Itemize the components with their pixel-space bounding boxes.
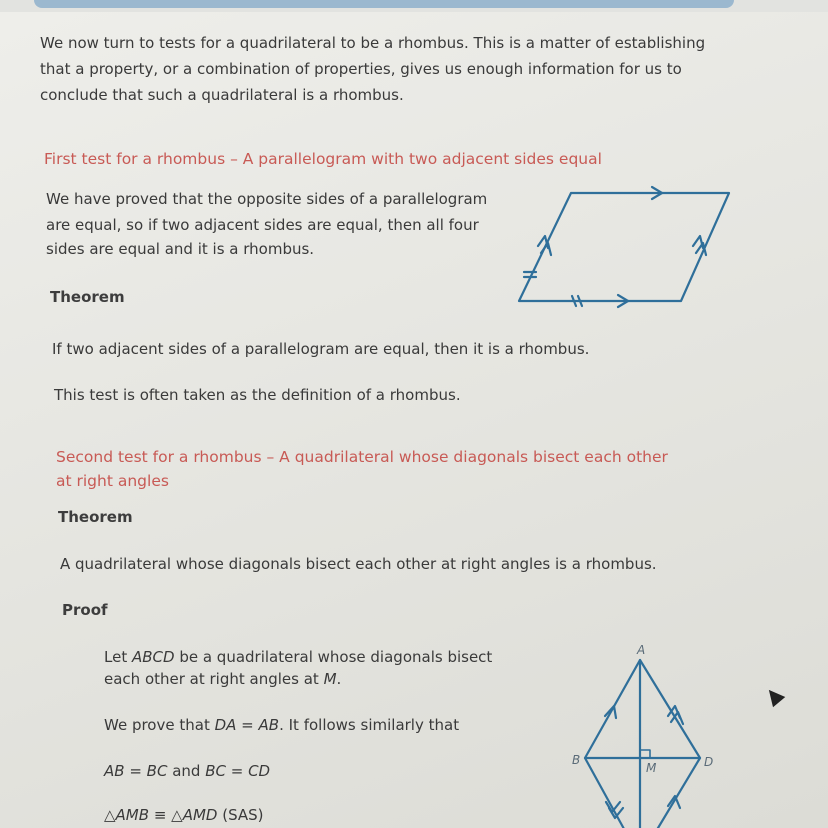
- proof-line-3: We prove that DA = AB. It follows similarly that: [104, 716, 460, 734]
- first-test-body-line-1: We have proved that the opposite sides of a parallelogram: [46, 190, 488, 208]
- first-test-heading: First test for a rhombus – A parallelogram with two adjacent sides equal: [44, 150, 602, 168]
- first-theorem-label: Theorem: [50, 288, 125, 306]
- proof-line-1: Let ABCD be a quadrilateral whose diagonals bisect: [104, 648, 493, 666]
- proof-line-5: △AMB ≡ △AMD (SAS): [104, 806, 264, 824]
- second-theorem-label: Theorem: [58, 508, 133, 526]
- second-test-heading-line-2: at right angles: [56, 472, 169, 490]
- proof-label: Proof: [62, 601, 108, 619]
- side-bc-arrows: [606, 802, 623, 818]
- first-test-note: This test is often taken as the definition of a rhombus.: [54, 386, 461, 404]
- rhombus-shape: [585, 660, 700, 828]
- proof-line-4: AB = BC and BC = CD: [104, 762, 271, 780]
- first-test-body-line-3: sides are equal and it is a rhombus.: [46, 240, 315, 258]
- intro-line-2: that a property, or a combination of properties, gives us enough information for us to: [40, 60, 682, 78]
- first-test-body-line-2: are equal, so if two adjacent sides are equal, then all four: [46, 216, 479, 234]
- second-test-heading-line-1: Second test for a rhombus – A quadrilateral whose diagonals bisect each other: [56, 448, 668, 466]
- intro-line-1: We now turn to tests for a quadrilateral to be a rhombus. This is a matter of establishing: [40, 34, 706, 52]
- vertex-b-label: B: [572, 753, 581, 767]
- vertex-a-label: A: [637, 643, 646, 657]
- second-theorem-text: A quadrilateral whose diagonals bisect each other at right angles is a rhombus.: [60, 555, 657, 573]
- midpoint-m-label: M: [646, 761, 657, 775]
- first-theorem-text: If two adjacent sides of a parallelogram are equal, then it is a rhombus.: [52, 340, 590, 358]
- proof-line-2: each other at right angles at M.: [104, 670, 342, 688]
- vertex-d-label: D: [704, 755, 714, 769]
- intro-line-3: conclude that such a quadrilateral is a rhombus.: [40, 86, 404, 104]
- right-angle-marker: [640, 750, 650, 758]
